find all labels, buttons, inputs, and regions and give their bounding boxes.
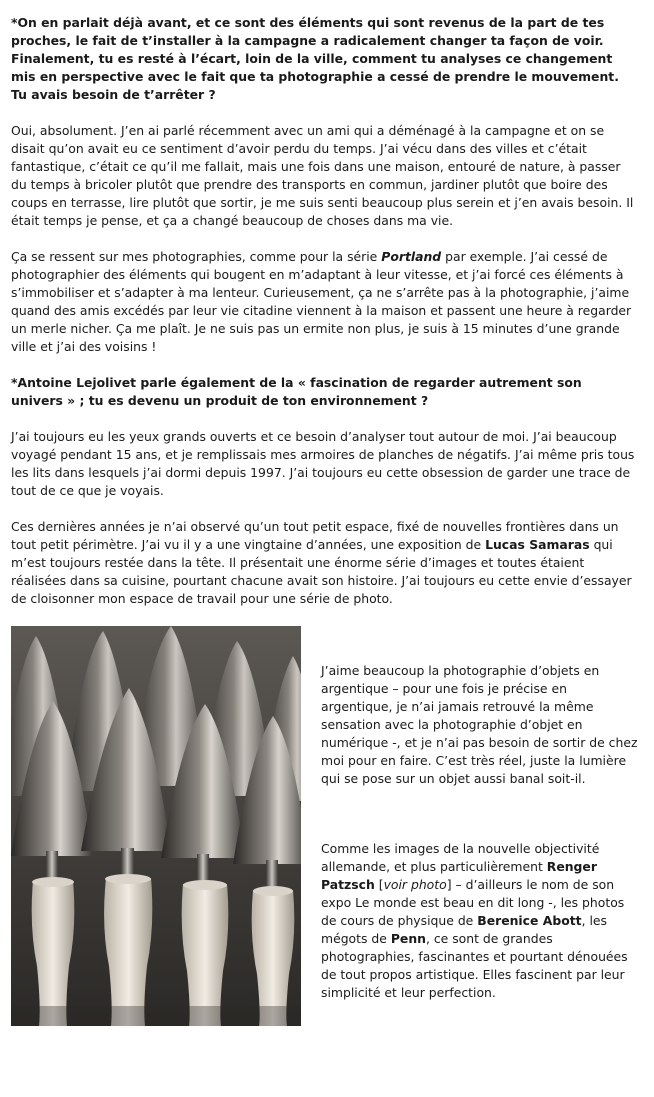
answer-1: Oui, absolument. J’en ai parlé récemment avec un ami qui a déménagé à la campagne et on se disait qu’on avait eu ce sentiment d’avoir perdu du temps. J’ai vécu dans des villes et c’était fantastique, c’était ce qu’il me fallait, mais une fois dans une maison, entouré de nature, à passer du temps à bricoler plutôt que prendre des transports en commun, jardiner plutôt que boire des coups en terrasse, lire plutôt que sortir, je me suis senti beaucoup plus serein et j’en avais besoin. Il était temps je pense, et ça a changé beaucoup de choses dans ma vie. xyxy=(11,123,634,228)
side-paragraph-1: J’aime beaucoup la photographie d’objets en argentique – pour une fois je précise en argentique, je n’ai jamais retrouvé la même sensation avec la photographie d’objet en numérique -, et je n’ai pas besoin de sortir de chez moi pour en faire. C’est très réel, juste la lumière qui se pose sur un objet aussi banal soit-il. xyxy=(321,663,638,786)
series-title: Portland xyxy=(381,249,442,264)
answer-3: J’ai toujours eu les yeux grands ouverts et ce besoin d’analyser tout autour de moi. J’ai beaucoup voyagé pendant 15 ans, et je remplissais mes armoires de planches de négatifs. J’ai même pris tous les lits dans lesquels j’ai dormi depuis 1997. J’ai toujours eu cette obsession de garder une trace de tout de ce que je voyais. xyxy=(11,429,635,498)
article xyxy=(11,14,636,1036)
answer-2-text: Ça se ressent sur mes photographies, comme pour la série xyxy=(11,249,382,264)
answer-4-text: Ces dernières années je n’ai observé qu’un tout petit espace, fixé de nouvelles frontières dans un tout petit périmètre. J’ai vu il y a une vingtaine d’années, une exposition de xyxy=(11,519,619,552)
side-2-text-a: Comme les images de la nouvelle objectivité allemande, et plus particulièrement xyxy=(321,841,600,874)
name-renger-patzsch: Renger Patzsch xyxy=(321,859,597,892)
artist-name: Lucas Samaras xyxy=(485,537,590,552)
name-berenice-abott: Berenice Abott xyxy=(477,913,582,928)
question-1: *On en parlait déjà avant, et ce sont des éléments qui sont revenus de la part de tes proches, le fait de t’installer à la campagne a radicalement changer ta façon de voir. Finalement, tu es resté à l’écart, loin de la ville, comment tu analyses ce changement mis en perspective avec le fait que ta photographie a cessé de prendre le mouvement. Tu avais besoin de t’arrêter ? xyxy=(11,15,619,102)
question-2: *Antoine Lejolivet parle également de la « fascination de regarder autrement son univers » ; tu es devenu un produit de ton environnement ? xyxy=(11,375,582,408)
photo-row xyxy=(11,626,636,1036)
photo-wooden-handled-irons xyxy=(11,626,301,1026)
side-2-text-d: , les mégots de xyxy=(321,913,607,946)
name-penn: Penn xyxy=(390,931,426,946)
answer-2-text-end: par exemple. J’ai cessé de photographier des éléments qui bougent en m’adaptant à leur vitesse, et j’ai forcé ces éléments à s’immobiliser et s’adapter à ma lenteur. Curieusement, ça ne s’arrête pas à la photographie, j’aime quand des amis excédés par leur vie citadine viennent à la maison et passent une heure à regarder un merle nicher. Ça me plaît. Je ne suis pas un ermite non plus, je suis à 15 minutes d’une grande ville et j’ai des voisins ! xyxy=(11,249,632,354)
side-2-text-c: ] – d’ailleurs le nom de son expo Le monde est beau en dit long -, les photos de cours de physique de xyxy=(321,877,625,928)
side-2-text-e: , ce sont de grandes photographies, fascinantes et pourtant dénouées de tout propos artistique. Elles fascinent par leur simplicité et leur perfection. xyxy=(321,931,628,1000)
answer-2 xyxy=(11,248,636,356)
answer-4 xyxy=(11,518,636,608)
voir-photo-link[interactable]: voir photo xyxy=(383,877,447,892)
side-2-text-b: [ xyxy=(374,877,384,892)
answer-4-text-end: qui m’est toujours restée dans la tête. Il présentait une énorme série d’images et toutes étaient réalisées dans sa cuisine, pourtant chacune avait son histoire. J’ai toujours eu cette envie d’essayer de cloisonner mon espace de travail pour une série de photo. xyxy=(11,537,632,606)
side-paragraph-2 xyxy=(321,840,639,1002)
